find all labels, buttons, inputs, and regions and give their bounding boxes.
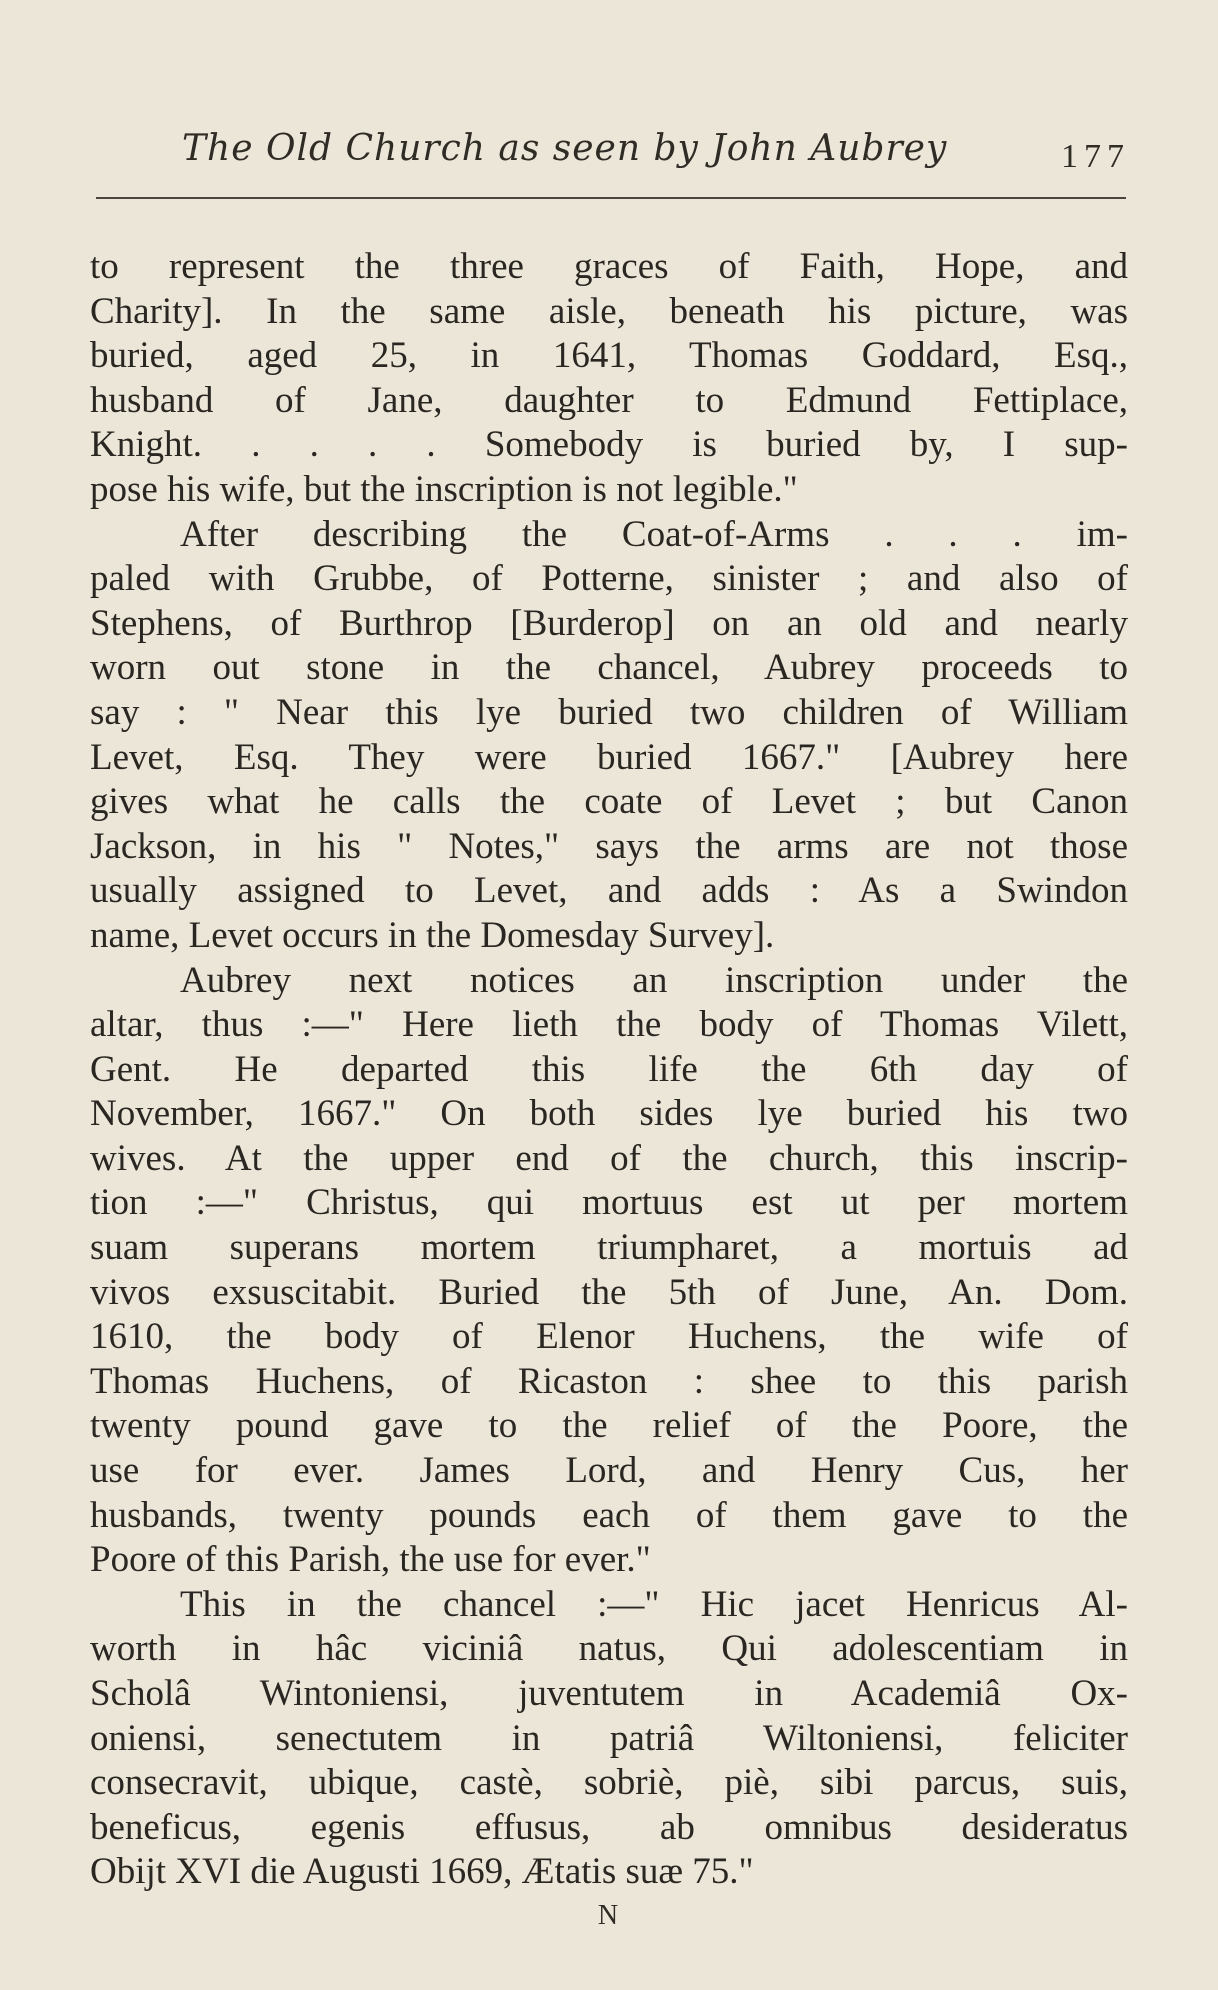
body-text <box>90 245 1128 1895</box>
text-line: Scholâ Wintoniensi, juventutem in Academiâ Ox- <box>90 1673 1128 1714</box>
text-line: Thomas Huchens, of Ricaston : shee to this parish <box>90 1360 1128 1402</box>
text-line: beneficus, egenis effusus, ab omnibus desideratus <box>90 1806 1128 1848</box>
text-line: husbands, twenty pounds each of them gave to the <box>90 1494 1128 1536</box>
running-title: The Old Church as seen by John Aubrey <box>182 128 948 169</box>
text-line: This in the chancel :—" Hic jacet Henricus Al- <box>180 1583 1128 1625</box>
text-line: suam superans mortem triumpharet, a mortuis ad <box>90 1227 1128 1269</box>
text-line: wives. At the upper end of the church, this inscrip- <box>90 1137 1128 1179</box>
text-line: worth in hâc viciniâ natus, Qui adolescentiam in <box>90 1628 1128 1670</box>
text-line: Obijt XVI die Augusti 1669, Ætatis suæ 75." <box>90 1851 754 1893</box>
text-line: husband of Jane, daughter to Edmund Fettiplace, <box>90 379 1128 421</box>
text-line: Poore of this Parish, the use for ever." <box>90 1539 651 1581</box>
text-line: Knight. . . . . Somebody is buried by, I sup- <box>90 424 1128 466</box>
text-line: usually assigned to Levet, and adds : As a Swindon <box>90 870 1128 912</box>
signature-mark: N <box>597 1900 621 1931</box>
text-line: oniensi, senectutem in patriâ Wiltoniensi, feliciter <box>90 1717 1128 1759</box>
text-line: Levet, Esq. They were buried 1667." [Aubrey here <box>90 736 1128 778</box>
text-line: name, Levet occurs in the Domesday Survey]. <box>90 914 775 956</box>
text-line: Charity]. In the same aisle, beneath his picture, was <box>90 290 1128 332</box>
text-line: Jackson, in his " Notes," says the arms are not those <box>90 825 1128 867</box>
text-line: worn out stone in the chancel, Aubrey proceeds to <box>90 647 1128 689</box>
text-line: 1610, the body of Elenor Huchens, the wife of <box>90 1316 1128 1358</box>
text-line: to represent the three graces of Faith, Hope, and <box>90 246 1128 287</box>
header-rule <box>96 197 1126 199</box>
text-line: twenty pound gave to the relief of the Poore, the <box>90 1405 1128 1447</box>
text-line: consecravit, ubique, castè, sobriè, piè, sibi parcus, suis, <box>90 1762 1128 1804</box>
text-line: tion :—" Christus, qui mortuus est ut per mortem <box>90 1182 1128 1224</box>
text-line: say : " Near this lye buried two children of William <box>90 691 1128 733</box>
text-line: gives what he calls the coate of Levet ; but Canon <box>90 781 1128 823</box>
text-line: Stephens, of Burthrop [Burderop] on an old and nearly <box>90 602 1128 644</box>
text-line: vivos exsuscitabit. Buried the 5th of June, An. Dom. <box>90 1271 1128 1313</box>
text-line: November, 1667." On both sides lye buried his two <box>90 1093 1128 1135</box>
text-line: Aubrey next notices an inscription under the <box>180 959 1128 1001</box>
text-line: After describing the Coat-of-Arms . . . im- <box>180 513 1128 555</box>
text-line: altar, thus :—" Here lieth the body of Thomas Vilett, <box>90 1004 1128 1046</box>
text-line: buried, aged 25, in 1641, Thomas Goddard, Esq., <box>90 335 1128 377</box>
text-line: use for ever. James Lord, and Henry Cus, her <box>90 1450 1128 1492</box>
text-line: pose his wife, but the inscription is not legible." <box>90 468 798 510</box>
text-line: Gent. He departed this life the 6th day of <box>90 1048 1128 1090</box>
page-number: 177 <box>1061 138 1130 175</box>
text-line: paled with Grubbe, of Potterne, sinister ; and also of <box>90 558 1128 600</box>
page-header <box>90 118 1130 178</box>
